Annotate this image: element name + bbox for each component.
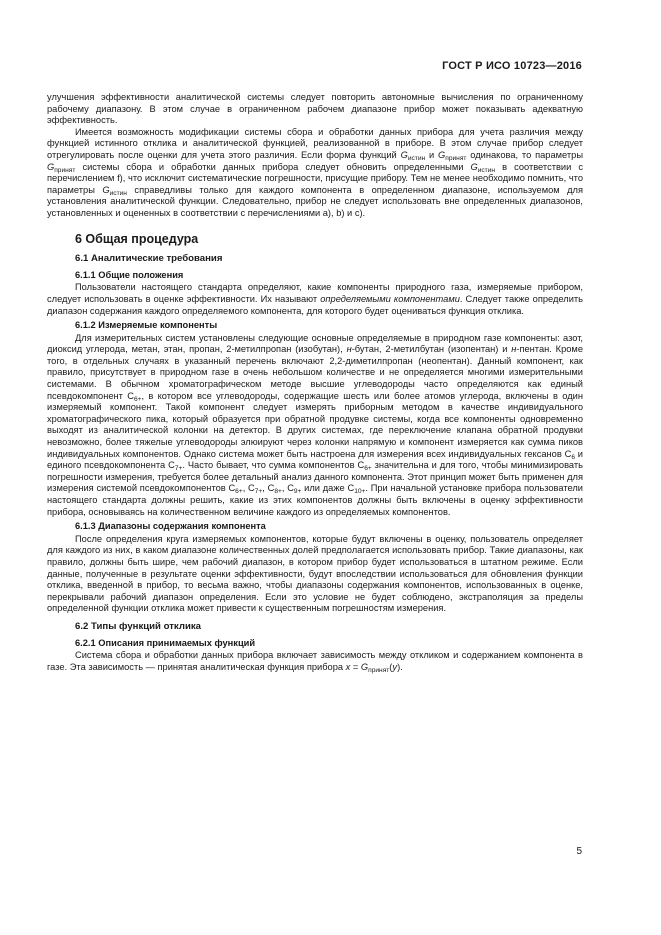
subscript: 6+ [364,465,372,473]
page-content [47,92,583,673]
text-segment: ( [389,661,393,672]
text-segment: , [242,483,249,494]
section-6-1-2-heading: 6.1.2 Измеряемые компоненты [75,320,218,331]
subscript-prinyat: принят [368,666,390,674]
symbol-c: C [228,483,236,494]
subscript: 10+ [354,488,366,496]
symbol-c: C [248,483,255,494]
subscript-istin: истин [477,166,496,174]
document-code-header: ГОСТ Р ИСО 10723—2016 [442,60,582,72]
text-segment: или даже [301,483,348,494]
text-segment: справедливы только для каждого компонента в определенном диапазоне, используемом для установления аналитической функции. Следовательно, прибор не следует использовать вне определенных диапазонов, установленных и оцененных в соответствии с перечислениями a), b) и c). [47,184,583,218]
text-segment: в соответствии с перечислением f), что исключит систематические погрешности, присущие прибору. Тем не менее необходимо помнить, что параметры [47,161,583,195]
section-6-1-3-paragraph: После определения круга измеряемых компонентов, которые будут включены в оценку, пользователь определяет для каждого из них, в каком диапазоне количественных долей предполагается использовать прибор. Такие диапазоны, как правило, должны быть шире, чем рабочий диапазон, в котором прибор будет использоваться в штатном режиме. Если данные, полученные в результате оценки эффективности, будут впоследствии использоваться для обновления функции отклика, введенной в прибор, то весьма важно, чтобы диапазоны содержания компонентов, использованных в оценке, перекрывали рабочий диапазон определения. Если это условие не будет соблюдено, экстраполяция за пределы определенной функции отклика может привести к существенным погрешностям измерения. [47,533,583,614]
text-segment: одинакова, то параметры [466,149,584,160]
text-segment: , [281,483,288,494]
section-6-1-2-paragraph [47,333,583,519]
text-segment: Имеется возможность модификации системы сбора и обработки данных прибора для учета различия между функцией истинного отклика и аналитической функцией, реализованной в приборе. В этом случае прибор следует отрегулировать после оценки для учета этого различия. Если форма функций [47,126,583,160]
text-segment: -бутан, 2-метилбутан (изопентан) и [351,344,512,355]
symbol-c: C [127,390,134,401]
section-6-1-1-paragraph [47,282,583,317]
symbol-g: G [102,184,110,195]
text-segment: Для измерительных систем установлены следующие основные определяемые в природном газе компоненты: азот, диоксид углерода, метан, этан, пропан, 2-метилпропан (изобутан), [47,332,583,355]
subscript: 7+ [254,488,263,496]
page-number: 5 [576,846,582,857]
symbol-x: x [345,661,351,672]
subscript: 6 [571,453,575,461]
text-segment: , [262,483,268,494]
text-segment: , в котором все углеводороды, содержащие шесть или более атомов углерода, включены в один измеряемый компонент. Такой компонент следует измерять приборным методом в качестве индивидуального хроматографического пика, который образуется при обратной продувке системы, когда все компоненты одновременно выходят из аналитической колонки на детектор. В других системах, где переключение клапана обратной продувки невозможно, более тяжелые углеводороды элюируют через колонки напрямую и компонент измеряется как сумма пиков индивидуальных компонентов. Однако система может быть настроена для измерения всех индивидуальных гексанов [47,390,583,459]
term-italic: определяемыми компонентами [320,293,460,304]
section-6-2-1-heading: 6.2.1 Описания принимаемых функций [75,637,256,648]
symbol-c: C [168,460,175,471]
subscript: 9+ [293,488,302,496]
section-6-2-1-paragraph [47,650,583,673]
section-6-1-3-heading: 6.1.3 Диапазоны содержания компонента [75,521,266,532]
symbol-g: G [400,149,408,160]
text-segment: . Часто бывает, что сумма компонентов [182,460,358,471]
symbol-c: C [357,460,365,471]
text-segment: ). [397,661,403,672]
text-segment: значительна и для того, чтобы минимизировать погрешности измерения, требуется более детальный анализ данного компонента. Этот принцип может быть применен для измерения системой псевдокомпонентов [47,460,584,494]
section-6-1-1-heading: 6.1.1 Общие положения [75,269,184,280]
symbol-c: C [267,483,275,494]
section-6-heading: 6 Общая процедура [75,231,199,246]
text-segment: -пентан. Кроме того, в отдельных случаях в указанный перечень включают 2,2-диметилпропан (неопентан). Данный компонент, как правило, присутствует в природном газе в очень небольшом количестве и не определяется многими измерительными системами. В обычном хроматографическом методе высшие углеводороды часто определяются как единый псевдокомпонент [47,344,583,401]
subscript: 6+ [235,488,243,496]
paragraph-intro-2 [47,127,583,220]
text-segment: и [425,149,439,160]
italic-n: н [346,344,352,355]
symbol-g: G [438,149,446,160]
text-segment: и единого псевдокомпонента [47,448,583,471]
section-6-2-heading: 6.2 Типы функций отклика [75,620,201,632]
text-segment: . Следует также определить диапазон содержания каждого определяемого компонента, для которого будет оцениваться функция отклика. [47,293,584,316]
subscript-istin: истин [407,154,426,162]
text-segment: . При начальной установке прибора пользователи настоящего стандарта должны решить, какие из этих компонентов должны быть включены в оценку эффективности прибора, основываясь на количественном величине каждого из определяемых компонентов. [47,483,583,517]
text-segment: системы сбора и обработки данных прибора следует обновить определенными [75,161,471,172]
subscript-istin: истин [109,189,127,197]
text-segment: Пользователи настоящего стандарта определяют, какие компоненты природного газа, измеряемые прибором, следует использовать в оценке эффективности. Их называют [47,282,583,304]
subscript: 8+ [274,488,282,496]
subscript-prinyat: принят [445,154,467,162]
italic-n: н [511,344,517,355]
text-segment: Система сбора и обработки данных прибора включает зависимость между откликом и содержанием компонента в газе. Эта зависимость — принятая аналитическая функция прибора [47,650,583,672]
symbol-y: y [392,661,398,672]
symbol-c: C [347,483,355,494]
symbol-c: C [287,483,294,494]
symbol-g: G [360,661,369,672]
subscript: 6+ [133,395,142,403]
symbol-g: G [470,161,478,172]
paragraph-intro-1: улучшения эффективности аналитической системы следует повторить автономные вычисления по ограниченному рабочему диапазону. В этом случае в ограниченном рабочем диапазоне прибор может показывать адекватную эффективность. [47,92,583,126]
section-6-1-heading: 6.1 Аналитические требования [75,253,223,265]
text-segment: = [350,661,361,672]
symbol-c: C [564,448,572,459]
symbol-g: G [47,161,55,172]
subscript-prinyat: принят [54,166,76,174]
subscript: 7+ [174,465,183,473]
